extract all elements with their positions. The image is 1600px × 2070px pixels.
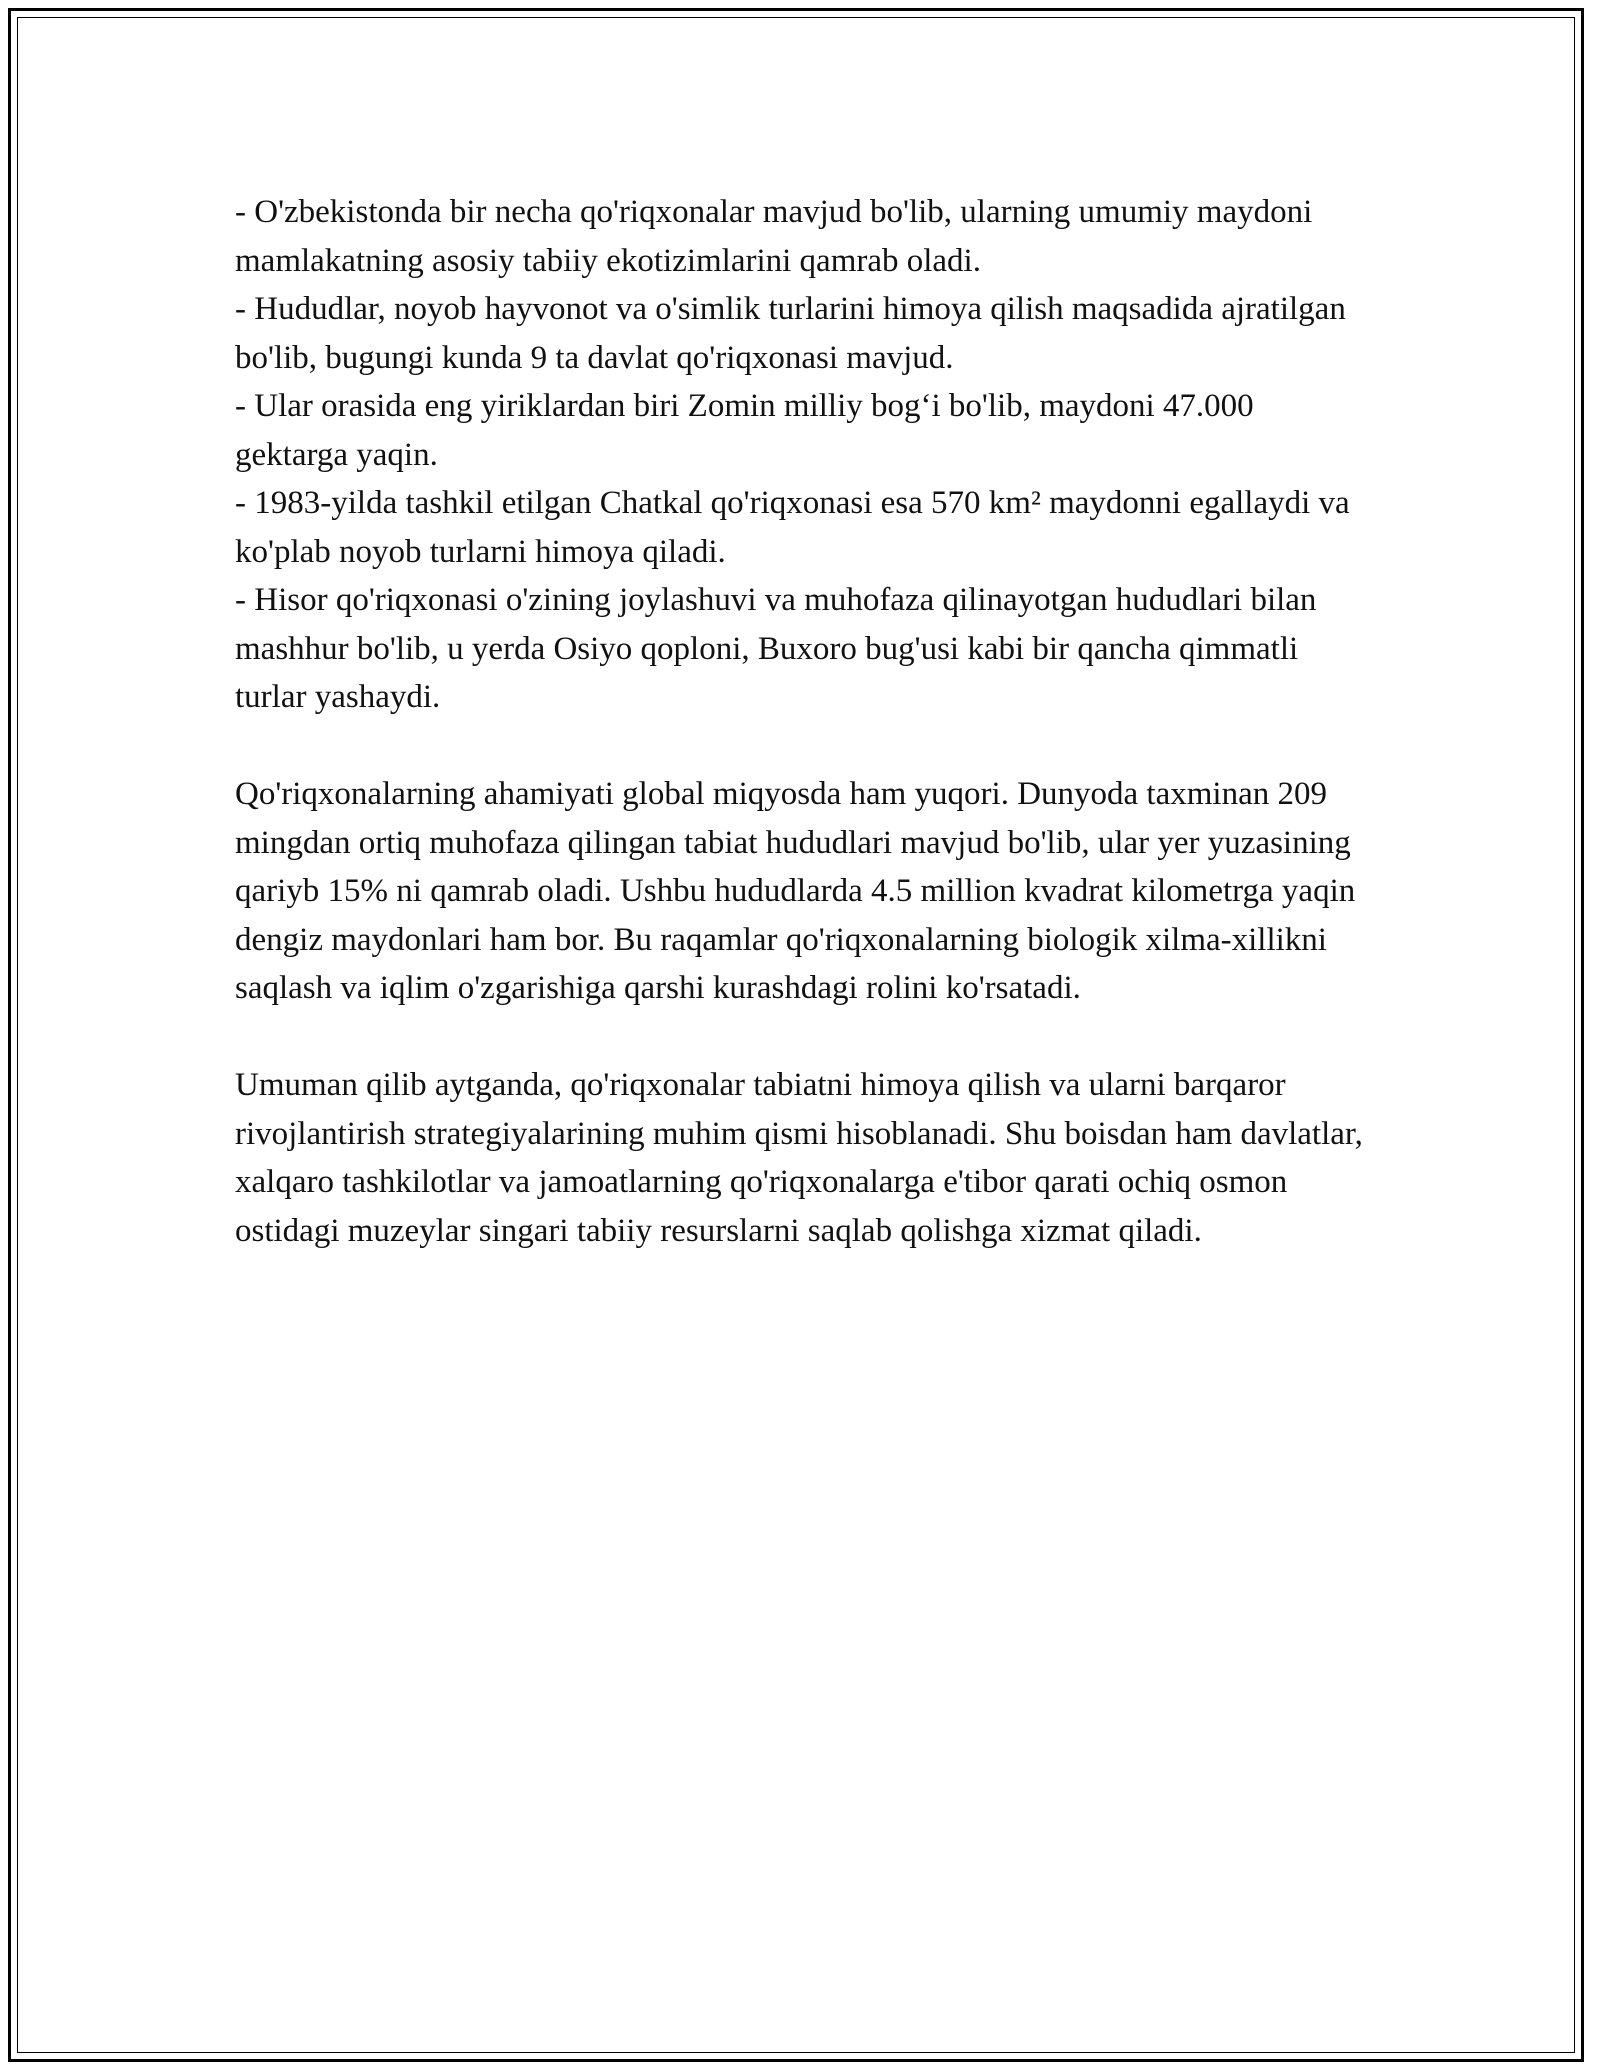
bullet-item: - 1983-yilda tashkil etilgan Chatkal qo'riqxonasi esa 570 km² maydonni egallaydi va ko'plab noyob turlarni himoya qiladi. — [235, 485, 1350, 570]
bullet-item: - O'zbekistonda bir necha qo'riqxonalar mavjud bo'lib, ularning umumiy maydoni mamlakatning asosiy tabiiy ekotizimlarini qamrab oladi. — [235, 194, 1313, 279]
bullet-item: - Hisor qo'riqxonasi o'zining joylashuvi va muhofaza qilinayotgan hududlari bilan mashhur bo'lib, u yerda Osiyo qoploni, Buxoro bug'usi kabi bir qancha qimmatli turlar yashaydi. — [235, 582, 1317, 715]
paragraph-conclusion: Umuman qilib aytganda, qo'riqxonalar tabiatni himoya qilish va ularni barqaror rivojlantirish strategiyalarining muhim qismi hisoblanadi. Shu boisdan ham davlatlar, xalqaro tashkilotlar va jamoatlarning qo'riqxonalarga e'tibor qarati ochiq osmon ostidagi muzeylar singari tabiiy resurslarni saqlab qolishga xizmat qiladi. — [235, 1067, 1363, 1249]
paragraph-global-significance: Qo'riqxonalarning ahamiyati global miqyosda ham yuqori. Dunyoda taxminan 209 mingdan ortiq muhofaza qilingan tabiat hududlari mavjud bo'lib, ular yer yuzasining qariyb 15% ni qamrab oladi. Ushbu hududlarda 4.5 million kvadrat kilometrga yaqin dengiz maydonlari ham bor. Bu raqamlar qo'riqxonalarning biologik xilma-xillikni saqlash va iqlim o'zgarishiga qarshi kurashdagi rolini ko'rsatadi. — [235, 776, 1356, 1006]
bullet-list — [235, 188, 1365, 722]
document-body — [235, 188, 1365, 1255]
bullet-item: - Ular orasida eng yiriklardan biri Zomin milliy bog‘i bo'lib, maydoni 47.000 gektarga yaqin. — [235, 388, 1254, 473]
bullet-item: - Hududlar, noyob hayvonot va o'simlik turlarini himoya qilish maqsadida ajratilgan bo'lib, bugungi kunda 9 ta davlat qo'riqxonasi mavjud. — [235, 291, 1346, 376]
